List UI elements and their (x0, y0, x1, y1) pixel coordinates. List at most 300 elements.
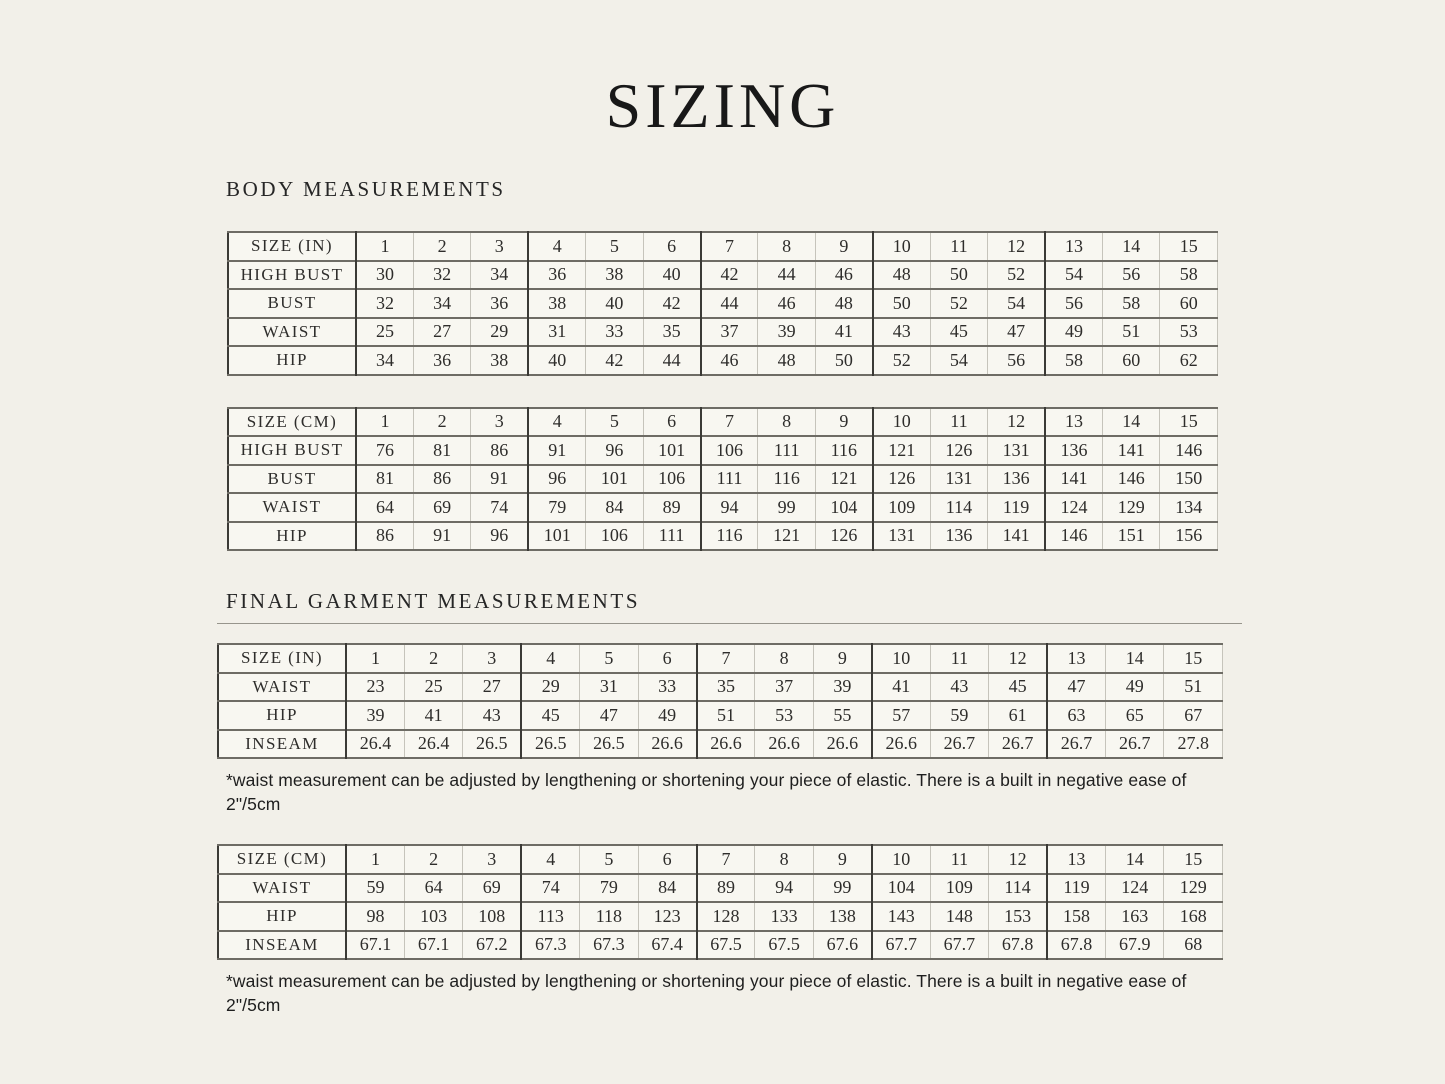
measurement-value-cell: 99 (758, 493, 815, 522)
measurement-value-cell: 79 (528, 493, 585, 522)
size-number-cell: 1 (346, 644, 404, 673)
measurement-label-cell: WAIST (218, 673, 346, 702)
measurement-value-cell: 52 (873, 346, 930, 375)
measurement-value-cell: 113 (521, 902, 579, 931)
final-garment-measurements-heading: FINAL GARMENT MEASUREMENTS (217, 589, 1242, 624)
size-number-cell: 13 (1047, 644, 1105, 673)
measurement-value-cell: 58 (1045, 346, 1102, 375)
size-number-cell: 2 (413, 232, 470, 261)
measurement-value-cell: 67.8 (1047, 931, 1105, 960)
measurement-value-cell: 51 (1164, 673, 1223, 702)
measurement-value-cell: 26.5 (580, 730, 638, 759)
size-number-cell: 12 (989, 845, 1047, 874)
size-number-cell: 7 (701, 408, 758, 437)
measurement-value-cell: 61 (989, 701, 1047, 730)
size-number-cell: 8 (755, 845, 813, 874)
size-number-cell: 12 (988, 408, 1045, 437)
section-final-garment-measurements (0, 589, 1445, 1017)
measurement-value-cell: 30 (356, 261, 413, 290)
measurement-value-cell: 48 (873, 261, 930, 290)
measurement-label-cell: HIP (218, 902, 346, 931)
table-row (218, 931, 1223, 960)
size-number-cell: 6 (643, 408, 700, 437)
measurement-value-cell: 106 (586, 522, 643, 551)
measurement-value-cell: 23 (346, 673, 404, 702)
table-row (228, 465, 1218, 494)
measurement-value-cell: 151 (1102, 522, 1159, 551)
size-number-cell: 15 (1160, 408, 1218, 437)
measurement-value-cell: 51 (1102, 318, 1159, 347)
measurement-value-cell: 76 (356, 436, 413, 465)
measurement-value-cell: 156 (1160, 522, 1218, 551)
size-number-cell: 3 (463, 644, 521, 673)
measurement-value-cell: 129 (1102, 493, 1159, 522)
measurement-value-cell: 58 (1102, 289, 1159, 318)
measurement-value-cell: 40 (586, 289, 643, 318)
measurement-value-cell: 141 (988, 522, 1045, 551)
size-number-cell: 7 (697, 845, 755, 874)
measurement-value-cell: 104 (872, 874, 930, 903)
size-number-cell: 6 (638, 845, 696, 874)
elastic-waist-note-cm: *waist measurement can be adjusted by lengthening or shortening your piece of elastic. There is a built in negative ease of 2"/5cm (226, 971, 1187, 1016)
size-number-cell: 1 (356, 232, 413, 261)
measurement-value-cell: 123 (638, 902, 696, 931)
measurement-value-cell: 33 (638, 673, 696, 702)
size-number-cell: 11 (930, 644, 988, 673)
size-number-cell: 5 (586, 408, 643, 437)
measurement-value-cell: 33 (586, 318, 643, 347)
size-header-row (228, 408, 1218, 437)
measurement-value-cell: 67.9 (1105, 931, 1163, 960)
measurement-value-cell: 150 (1160, 465, 1218, 494)
measurement-value-cell: 46 (758, 289, 815, 318)
size-number-cell: 5 (580, 845, 638, 874)
body-measurements-inches-table (227, 231, 1218, 376)
size-number-cell: 8 (755, 644, 813, 673)
table-row (228, 522, 1218, 551)
measurement-value-cell: 29 (521, 673, 579, 702)
size-number-cell: 11 (930, 845, 988, 874)
measurement-value-cell: 141 (1102, 436, 1159, 465)
measurement-value-cell: 67.4 (638, 931, 696, 960)
measurement-value-cell: 67.3 (521, 931, 579, 960)
measurement-value-cell: 64 (356, 493, 413, 522)
size-number-cell: 6 (643, 232, 700, 261)
measurement-value-cell: 86 (471, 436, 528, 465)
measurement-value-cell: 84 (638, 874, 696, 903)
body-measurements-cm-table (227, 407, 1218, 552)
size-number-cell: 11 (930, 232, 987, 261)
measurement-label-cell: WAIST (228, 493, 356, 522)
measurement-value-cell: 69 (463, 874, 521, 903)
measurement-value-cell: 34 (356, 346, 413, 375)
table-row (228, 493, 1218, 522)
measurement-value-cell: 42 (643, 289, 700, 318)
measurement-value-cell: 42 (586, 346, 643, 375)
measurement-value-cell: 108 (463, 902, 521, 931)
elastic-waist-note-inches: *waist measurement can be adjusted by lengthening or shortening your piece of elastic. There is a built in negative ease of 2"/5cm (226, 770, 1187, 815)
measurement-value-cell: 59 (346, 874, 404, 903)
measurement-value-cell: 119 (1047, 874, 1105, 903)
measurement-value-cell: 67.8 (989, 931, 1047, 960)
size-number-cell: 10 (873, 408, 930, 437)
measurement-value-cell: 65 (1105, 701, 1163, 730)
measurement-value-cell: 32 (356, 289, 413, 318)
size-number-cell: 3 (463, 845, 521, 874)
measurement-value-cell: 56 (1045, 289, 1102, 318)
measurement-label-cell: WAIST (218, 874, 346, 903)
measurement-value-cell: 121 (758, 522, 815, 551)
measurement-value-cell: 146 (1045, 522, 1102, 551)
measurement-value-cell: 51 (697, 701, 755, 730)
measurement-value-cell: 109 (930, 874, 988, 903)
measurement-value-cell: 116 (701, 522, 758, 551)
measurement-value-cell: 39 (346, 701, 404, 730)
table-row (228, 289, 1218, 318)
measurement-value-cell: 53 (755, 701, 813, 730)
measurement-value-cell: 26.6 (872, 730, 930, 759)
table-row (218, 673, 1223, 702)
measurement-value-cell: 96 (471, 522, 528, 551)
measurement-value-cell: 41 (815, 318, 872, 347)
measurement-value-cell: 69 (413, 493, 470, 522)
measurement-value-cell: 26.4 (346, 730, 404, 759)
size-number-cell: 11 (930, 408, 987, 437)
size-number-cell: 15 (1164, 644, 1223, 673)
measurement-value-cell: 124 (1105, 874, 1163, 903)
measurement-label-cell: HIGH BUST (228, 261, 356, 290)
table-row (218, 902, 1223, 931)
measurement-value-cell: 114 (989, 874, 1047, 903)
measurement-label-cell: HIP (228, 522, 356, 551)
measurement-value-cell: 67.5 (697, 931, 755, 960)
measurement-value-cell: 40 (528, 346, 585, 375)
measurement-value-cell: 81 (356, 465, 413, 494)
size-number-cell: 9 (813, 845, 871, 874)
measurement-value-cell: 32 (413, 261, 470, 290)
measurement-value-cell: 74 (521, 874, 579, 903)
size-header-row (218, 845, 1223, 874)
measurement-value-cell: 131 (873, 522, 930, 551)
measurement-value-cell: 106 (701, 436, 758, 465)
measurement-value-cell: 43 (930, 673, 988, 702)
measurement-value-cell: 47 (580, 701, 638, 730)
measurement-value-cell: 49 (638, 701, 696, 730)
measurement-value-cell: 34 (471, 261, 528, 290)
measurement-value-cell: 36 (528, 261, 585, 290)
measurement-value-cell: 63 (1047, 701, 1105, 730)
table-row (218, 701, 1223, 730)
measurement-value-cell: 133 (755, 902, 813, 931)
measurement-value-cell: 57 (872, 701, 930, 730)
size-header-label-cell: SIZE (CM) (218, 845, 346, 874)
measurement-label-cell: INSEAM (218, 931, 346, 960)
measurement-value-cell: 46 (815, 261, 872, 290)
measurement-value-cell: 59 (930, 701, 988, 730)
measurement-value-cell: 35 (643, 318, 700, 347)
measurement-value-cell: 128 (697, 902, 755, 931)
measurement-value-cell: 40 (643, 261, 700, 290)
measurement-value-cell: 25 (404, 673, 462, 702)
measurement-value-cell: 36 (413, 346, 470, 375)
size-number-cell: 2 (404, 845, 462, 874)
measurement-value-cell: 31 (528, 318, 585, 347)
measurement-value-cell: 38 (586, 261, 643, 290)
measurement-value-cell: 114 (930, 493, 987, 522)
measurement-value-cell: 26.6 (813, 730, 871, 759)
measurement-value-cell: 67 (1164, 701, 1223, 730)
measurement-value-cell: 89 (697, 874, 755, 903)
size-number-cell: 13 (1045, 232, 1102, 261)
measurement-value-cell: 26.4 (404, 730, 462, 759)
size-number-cell: 14 (1102, 232, 1159, 261)
measurement-value-cell: 52 (930, 289, 987, 318)
table-row (228, 261, 1218, 290)
measurement-value-cell: 43 (873, 318, 930, 347)
measurement-value-cell: 38 (471, 346, 528, 375)
measurement-value-cell: 37 (755, 673, 813, 702)
measurement-value-cell: 96 (528, 465, 585, 494)
size-header-row (228, 232, 1218, 261)
measurement-value-cell: 153 (989, 902, 1047, 931)
measurement-value-cell: 31 (580, 673, 638, 702)
measurement-value-cell: 62 (1160, 346, 1218, 375)
measurement-value-cell: 44 (701, 289, 758, 318)
measurement-value-cell: 27 (413, 318, 470, 347)
measurement-value-cell: 126 (815, 522, 872, 551)
size-number-cell: 9 (813, 644, 871, 673)
size-number-cell: 10 (872, 644, 930, 673)
measurement-value-cell: 146 (1102, 465, 1159, 494)
measurement-value-cell: 26.7 (1105, 730, 1163, 759)
measurement-value-cell: 94 (701, 493, 758, 522)
measurement-value-cell: 38 (528, 289, 585, 318)
measurement-value-cell: 45 (930, 318, 987, 347)
measurement-value-cell: 26.7 (930, 730, 988, 759)
measurement-value-cell: 81 (413, 436, 470, 465)
measurement-value-cell: 74 (471, 493, 528, 522)
size-number-cell: 1 (356, 408, 413, 437)
measurement-value-cell: 104 (815, 493, 872, 522)
measurement-value-cell: 131 (988, 436, 1045, 465)
measurement-value-cell: 106 (643, 465, 700, 494)
measurement-value-cell: 146 (1160, 436, 1218, 465)
size-number-cell: 4 (528, 408, 585, 437)
measurement-value-cell: 126 (873, 465, 930, 494)
measurement-value-cell: 111 (758, 436, 815, 465)
measurement-value-cell: 141 (1045, 465, 1102, 494)
measurement-value-cell: 44 (643, 346, 700, 375)
measurement-value-cell: 25 (356, 318, 413, 347)
measurement-value-cell: 109 (873, 493, 930, 522)
size-number-cell: 5 (586, 232, 643, 261)
size-number-cell: 2 (413, 408, 470, 437)
measurement-value-cell: 163 (1105, 902, 1163, 931)
measurement-value-cell: 56 (1102, 261, 1159, 290)
measurement-value-cell: 111 (701, 465, 758, 494)
measurement-value-cell: 94 (755, 874, 813, 903)
garment-measurements-cm-table (217, 844, 1223, 960)
measurement-value-cell: 50 (815, 346, 872, 375)
garment-measurements-inches-table (217, 643, 1223, 759)
measurement-value-cell: 50 (930, 261, 987, 290)
measurement-value-cell: 27.8 (1164, 730, 1223, 759)
size-number-cell: 5 (580, 644, 638, 673)
measurement-value-cell: 124 (1045, 493, 1102, 522)
measurement-value-cell: 34 (413, 289, 470, 318)
size-number-cell: 3 (471, 232, 528, 261)
size-header-label-cell: SIZE (IN) (218, 644, 346, 673)
measurement-value-cell: 56 (988, 346, 1045, 375)
measurement-value-cell: 143 (872, 902, 930, 931)
measurement-value-cell: 67.7 (872, 931, 930, 960)
measurement-value-cell: 50 (873, 289, 930, 318)
measurement-value-cell: 101 (643, 436, 700, 465)
measurement-label-cell: HIP (218, 701, 346, 730)
measurement-value-cell: 86 (356, 522, 413, 551)
measurement-value-cell: 47 (988, 318, 1045, 347)
size-number-cell: 15 (1164, 845, 1223, 874)
size-number-cell: 2 (404, 644, 462, 673)
measurement-value-cell: 134 (1160, 493, 1218, 522)
measurement-value-cell: 54 (988, 289, 1045, 318)
size-number-cell: 4 (528, 232, 585, 261)
measurement-value-cell: 41 (404, 701, 462, 730)
measurement-value-cell: 64 (404, 874, 462, 903)
size-number-cell: 13 (1045, 408, 1102, 437)
measurement-value-cell: 27 (463, 673, 521, 702)
measurement-value-cell: 129 (1164, 874, 1223, 903)
measurement-value-cell: 138 (813, 902, 871, 931)
measurement-value-cell: 136 (930, 522, 987, 551)
measurement-value-cell: 58 (1160, 261, 1218, 290)
size-number-cell: 4 (521, 644, 579, 673)
measurement-label-cell: BUST (228, 289, 356, 318)
measurement-value-cell: 45 (989, 673, 1047, 702)
measurement-value-cell: 67.1 (346, 931, 404, 960)
size-number-cell: 14 (1105, 845, 1163, 874)
size-number-cell: 8 (758, 232, 815, 261)
measurement-value-cell: 46 (701, 346, 758, 375)
size-number-cell: 1 (346, 845, 404, 874)
measurement-value-cell: 89 (643, 493, 700, 522)
measurement-value-cell: 116 (815, 436, 872, 465)
body-measurements-heading: BODY MEASUREMENTS (226, 177, 506, 202)
measurement-value-cell: 67.5 (755, 931, 813, 960)
measurement-value-cell: 54 (930, 346, 987, 375)
measurement-label-cell: BUST (228, 465, 356, 494)
table-row (228, 318, 1218, 347)
measurement-value-cell: 148 (930, 902, 988, 931)
measurement-value-cell: 101 (586, 465, 643, 494)
size-number-cell: 10 (872, 845, 930, 874)
measurement-value-cell: 67.3 (580, 931, 638, 960)
measurement-value-cell: 103 (404, 902, 462, 931)
size-header-row (218, 644, 1223, 673)
measurement-value-cell: 44 (758, 261, 815, 290)
measurement-value-cell: 60 (1160, 289, 1218, 318)
measurement-value-cell: 116 (758, 465, 815, 494)
table-row (218, 874, 1223, 903)
size-number-cell: 13 (1047, 845, 1105, 874)
measurement-value-cell: 60 (1102, 346, 1159, 375)
measurement-value-cell: 47 (1047, 673, 1105, 702)
measurement-label-cell: WAIST (228, 318, 356, 347)
measurement-label-cell: HIP (228, 346, 356, 375)
measurement-value-cell: 168 (1164, 902, 1223, 931)
measurement-value-cell: 48 (815, 289, 872, 318)
size-number-cell: 10 (873, 232, 930, 261)
measurement-value-cell: 37 (701, 318, 758, 347)
size-number-cell: 9 (815, 408, 872, 437)
measurement-value-cell: 68 (1164, 931, 1223, 960)
measurement-value-cell: 136 (988, 465, 1045, 494)
measurement-value-cell: 67.6 (813, 931, 871, 960)
size-number-cell: 8 (758, 408, 815, 437)
size-number-cell: 14 (1105, 644, 1163, 673)
size-header-label-cell: SIZE (CM) (228, 408, 356, 437)
measurement-value-cell: 91 (528, 436, 585, 465)
measurement-value-cell: 26.6 (697, 730, 755, 759)
section-body-measurements (0, 177, 1445, 551)
measurement-value-cell: 91 (413, 522, 470, 551)
measurement-value-cell: 49 (1105, 673, 1163, 702)
measurement-value-cell: 26.5 (463, 730, 521, 759)
measurement-value-cell: 39 (758, 318, 815, 347)
measurement-value-cell: 49 (1045, 318, 1102, 347)
page-title: SIZING (605, 70, 840, 141)
measurement-value-cell: 67.1 (404, 931, 462, 960)
measurement-value-cell: 45 (521, 701, 579, 730)
measurement-value-cell: 86 (413, 465, 470, 494)
measurement-value-cell: 53 (1160, 318, 1218, 347)
size-number-cell: 4 (521, 845, 579, 874)
measurement-value-cell: 91 (471, 465, 528, 494)
measurement-value-cell: 131 (930, 465, 987, 494)
size-number-cell: 7 (697, 644, 755, 673)
measurement-value-cell: 121 (873, 436, 930, 465)
measurement-value-cell: 26.5 (521, 730, 579, 759)
measurement-value-cell: 136 (1045, 436, 1102, 465)
measurement-label-cell: INSEAM (218, 730, 346, 759)
table-row (228, 436, 1218, 465)
size-number-cell: 15 (1160, 232, 1218, 261)
measurement-value-cell: 126 (930, 436, 987, 465)
measurement-value-cell: 84 (586, 493, 643, 522)
size-header-label-cell: SIZE (IN) (228, 232, 356, 261)
size-number-cell: 6 (638, 644, 696, 673)
measurement-value-cell: 55 (813, 701, 871, 730)
size-number-cell: 12 (989, 644, 1047, 673)
size-number-cell: 12 (988, 232, 1045, 261)
measurement-value-cell: 26.6 (638, 730, 696, 759)
size-number-cell: 7 (701, 232, 758, 261)
measurement-value-cell: 98 (346, 902, 404, 931)
measurement-value-cell: 52 (988, 261, 1045, 290)
measurement-label-cell: HIGH BUST (228, 436, 356, 465)
measurement-value-cell: 119 (988, 493, 1045, 522)
measurement-value-cell: 26.7 (1047, 730, 1105, 759)
measurement-value-cell: 36 (471, 289, 528, 318)
size-number-cell: 9 (815, 232, 872, 261)
measurement-value-cell: 121 (815, 465, 872, 494)
measurement-value-cell: 67.2 (463, 931, 521, 960)
measurement-value-cell: 48 (758, 346, 815, 375)
measurement-value-cell: 96 (586, 436, 643, 465)
table-row (218, 730, 1223, 759)
measurement-value-cell: 79 (580, 874, 638, 903)
measurement-value-cell: 101 (528, 522, 585, 551)
